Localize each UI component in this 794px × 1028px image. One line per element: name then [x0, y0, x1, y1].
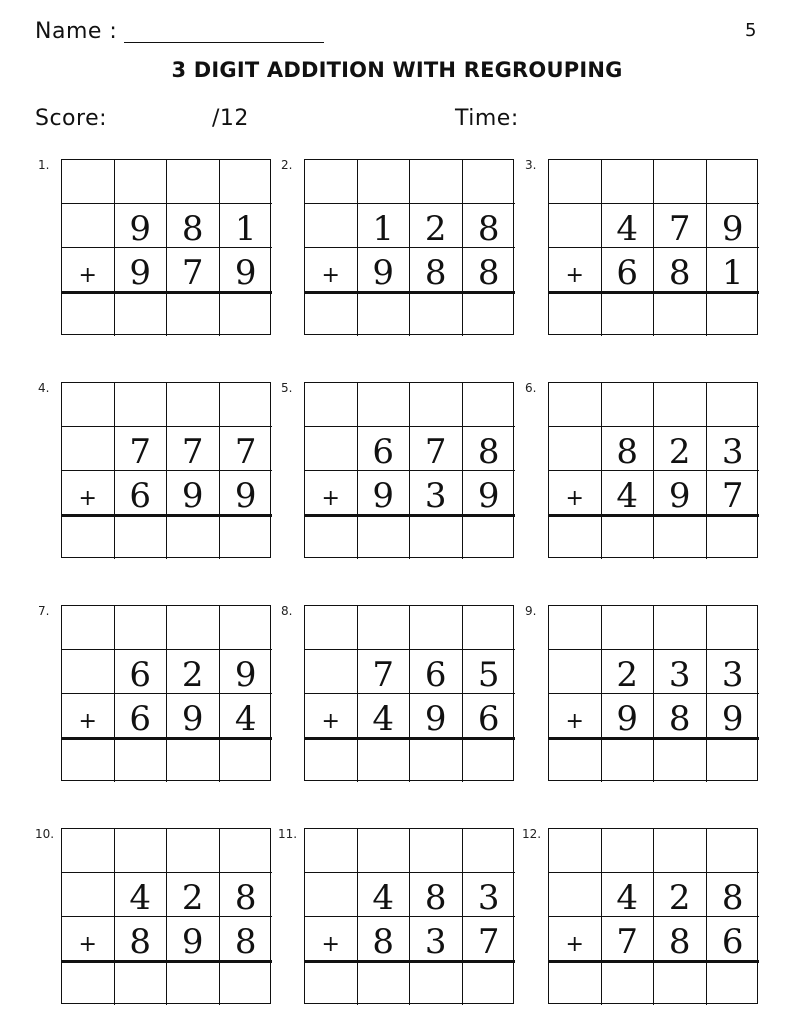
- bottom-digit: 9: [167, 694, 220, 738]
- bottom-digit: 8: [463, 248, 516, 292]
- carry-box[interactable]: [654, 160, 707, 204]
- answer-box[interactable]: [358, 738, 411, 782]
- plus-sign: +: [305, 248, 358, 292]
- carry-box[interactable]: [602, 829, 655, 873]
- addition-problem-grid: [548, 159, 758, 335]
- problem-number: 9.: [525, 604, 537, 618]
- problem-number: 3.: [525, 158, 537, 172]
- carry-box[interactable]: [358, 829, 411, 873]
- empty-cell: [549, 873, 602, 917]
- addition-problem-grid: [304, 828, 514, 1004]
- carry-box[interactable]: [654, 829, 707, 873]
- answer-box[interactable]: [707, 738, 760, 782]
- carry-box[interactable]: [410, 160, 463, 204]
- page-number: 5: [745, 20, 757, 41]
- bottom-digit: 8: [410, 248, 463, 292]
- answer-box[interactable]: [167, 515, 220, 559]
- problem-number: 10.: [35, 827, 55, 841]
- top-digit: 4: [602, 204, 655, 248]
- plus-sign: +: [305, 917, 358, 961]
- answer-box[interactable]: [549, 961, 602, 1005]
- bottom-digit: 8: [654, 248, 707, 292]
- bottom-digit: 6: [602, 248, 655, 292]
- carry-box[interactable]: [707, 829, 760, 873]
- top-digit: 8: [167, 204, 220, 248]
- top-digit: 2: [167, 873, 220, 917]
- bottom-digit: 6: [463, 694, 516, 738]
- bottom-digit: 1: [707, 248, 760, 292]
- top-digit: 8: [463, 427, 516, 471]
- answer-box[interactable]: [463, 961, 516, 1005]
- answer-box[interactable]: [410, 515, 463, 559]
- bottom-digit: 6: [115, 694, 168, 738]
- answer-box[interactable]: [602, 515, 655, 559]
- carry-box[interactable]: [62, 160, 115, 204]
- worksheet-title: 3 DIGIT ADDITION WITH REGROUPING: [171, 58, 623, 82]
- answer-box[interactable]: [602, 738, 655, 782]
- bottom-digit: 6: [115, 471, 168, 515]
- empty-cell: [62, 873, 115, 917]
- carry-box[interactable]: [654, 606, 707, 650]
- top-digit: 6: [358, 427, 411, 471]
- answer-box[interactable]: [115, 515, 168, 559]
- bottom-digit: 9: [707, 694, 760, 738]
- empty-cell: [549, 650, 602, 694]
- bottom-digit: 9: [410, 694, 463, 738]
- answer-box[interactable]: [167, 292, 220, 336]
- addition-problem-grid: [304, 605, 514, 781]
- answer-box[interactable]: [220, 961, 273, 1005]
- top-digit: 4: [115, 873, 168, 917]
- bottom-digit: 9: [220, 471, 273, 515]
- carry-box[interactable]: [463, 383, 516, 427]
- top-digit: 1: [220, 204, 273, 248]
- addition-problem-grid: [548, 605, 758, 781]
- bottom-digit: 7: [602, 917, 655, 961]
- answer-box[interactable]: [62, 961, 115, 1005]
- carry-box[interactable]: [707, 606, 760, 650]
- bottom-digit: 9: [220, 248, 273, 292]
- carry-box[interactable]: [62, 383, 115, 427]
- answer-box[interactable]: [463, 738, 516, 782]
- addition-problem-grid: [61, 382, 271, 558]
- bottom-digit: 7: [463, 917, 516, 961]
- answer-box[interactable]: [549, 515, 602, 559]
- bottom-digit: 8: [654, 694, 707, 738]
- plus-sign: +: [305, 694, 358, 738]
- bottom-digit: 4: [220, 694, 273, 738]
- top-digit: 7: [654, 204, 707, 248]
- carry-box[interactable]: [167, 383, 220, 427]
- answer-box[interactable]: [358, 292, 411, 336]
- answer-box[interactable]: [358, 961, 411, 1005]
- bottom-digit: 4: [358, 694, 411, 738]
- plus-sign: +: [549, 471, 602, 515]
- answer-box[interactable]: [707, 961, 760, 1005]
- problem-number: 2.: [281, 158, 293, 172]
- top-digit: 9: [220, 650, 273, 694]
- plus-sign: +: [62, 917, 115, 961]
- answer-box[interactable]: [707, 292, 760, 336]
- carry-box[interactable]: [549, 606, 602, 650]
- carry-box[interactable]: [305, 383, 358, 427]
- top-digit: 7: [410, 427, 463, 471]
- answer-box[interactable]: [62, 515, 115, 559]
- empty-cell: [549, 427, 602, 471]
- carry-box[interactable]: [358, 383, 411, 427]
- carry-box[interactable]: [549, 383, 602, 427]
- empty-cell: [305, 427, 358, 471]
- empty-cell: [549, 204, 602, 248]
- bottom-digit: 9: [358, 248, 411, 292]
- bottom-digit: 8: [358, 917, 411, 961]
- addition-problem-grid: [548, 828, 758, 1004]
- top-digit: 6: [410, 650, 463, 694]
- score-label: Score:: [35, 106, 108, 131]
- carry-box[interactable]: [463, 606, 516, 650]
- carry-box[interactable]: [410, 383, 463, 427]
- carry-box[interactable]: [115, 383, 168, 427]
- carry-box[interactable]: [115, 829, 168, 873]
- addition-problem-grid: [304, 159, 514, 335]
- answer-box[interactable]: [305, 961, 358, 1005]
- problem-number: 8.: [281, 604, 293, 618]
- top-digit: 8: [602, 427, 655, 471]
- bottom-digit: 8: [654, 917, 707, 961]
- carry-box[interactable]: [62, 829, 115, 873]
- empty-cell: [305, 204, 358, 248]
- top-digit: 7: [220, 427, 273, 471]
- carry-box[interactable]: [707, 383, 760, 427]
- bottom-digit: 3: [410, 471, 463, 515]
- top-digit: 9: [707, 204, 760, 248]
- answer-box[interactable]: [602, 961, 655, 1005]
- plus-sign: +: [62, 248, 115, 292]
- top-digit: 2: [602, 650, 655, 694]
- answer-box[interactable]: [654, 515, 707, 559]
- answer-box[interactable]: [220, 515, 273, 559]
- problem-number: 5.: [281, 381, 293, 395]
- carry-box[interactable]: [305, 829, 358, 873]
- answer-box[interactable]: [220, 738, 273, 782]
- carry-box[interactable]: [602, 383, 655, 427]
- bottom-digit: 9: [115, 248, 168, 292]
- carry-box[interactable]: [549, 160, 602, 204]
- addition-problem-grid: [61, 159, 271, 335]
- carry-box[interactable]: [358, 606, 411, 650]
- top-digit: 4: [602, 873, 655, 917]
- answer-box[interactable]: [62, 738, 115, 782]
- carry-box[interactable]: [463, 829, 516, 873]
- carry-box[interactable]: [167, 606, 220, 650]
- answer-box[interactable]: [654, 961, 707, 1005]
- carry-box[interactable]: [707, 160, 760, 204]
- top-digit: 2: [167, 650, 220, 694]
- plus-sign: +: [549, 694, 602, 738]
- bottom-digit: 9: [167, 471, 220, 515]
- empty-cell: [62, 427, 115, 471]
- name-label: Name :: [35, 19, 118, 44]
- answer-box[interactable]: [549, 738, 602, 782]
- carry-box[interactable]: [358, 160, 411, 204]
- bottom-digit: 9: [654, 471, 707, 515]
- score-total: /12: [212, 106, 249, 131]
- problem-number: 6.: [525, 381, 537, 395]
- answer-box[interactable]: [62, 292, 115, 336]
- empty-cell: [62, 204, 115, 248]
- top-digit: 6: [115, 650, 168, 694]
- answer-box[interactable]: [707, 515, 760, 559]
- top-digit: 8: [220, 873, 273, 917]
- plus-sign: +: [549, 917, 602, 961]
- answer-box[interactable]: [167, 961, 220, 1005]
- addition-problem-grid: [304, 382, 514, 558]
- answer-box[interactable]: [305, 738, 358, 782]
- bottom-digit: 4: [602, 471, 655, 515]
- carry-box[interactable]: [305, 160, 358, 204]
- answer-box[interactable]: [602, 292, 655, 336]
- problem-number: 1.: [38, 158, 50, 172]
- plus-sign: +: [62, 471, 115, 515]
- carry-box[interactable]: [654, 383, 707, 427]
- plus-sign: +: [62, 694, 115, 738]
- top-digit: 5: [463, 650, 516, 694]
- carry-box[interactable]: [167, 160, 220, 204]
- answer-box[interactable]: [305, 292, 358, 336]
- answer-box[interactable]: [654, 292, 707, 336]
- carry-box[interactable]: [602, 606, 655, 650]
- carry-box[interactable]: [220, 383, 273, 427]
- answer-box[interactable]: [463, 292, 516, 336]
- carry-box[interactable]: [115, 606, 168, 650]
- answer-box[interactable]: [549, 292, 602, 336]
- top-digit: 8: [410, 873, 463, 917]
- empty-cell: [305, 873, 358, 917]
- bottom-digit: 9: [463, 471, 516, 515]
- bottom-digit: 7: [707, 471, 760, 515]
- carry-box[interactable]: [62, 606, 115, 650]
- carry-box[interactable]: [220, 160, 273, 204]
- bottom-digit: 8: [220, 917, 273, 961]
- plus-sign: +: [549, 248, 602, 292]
- answer-box[interactable]: [305, 515, 358, 559]
- name-answer-line[interactable]: [124, 42, 324, 43]
- carry-box[interactable]: [549, 829, 602, 873]
- top-digit: 7: [115, 427, 168, 471]
- top-digit: 9: [115, 204, 168, 248]
- top-digit: 2: [654, 873, 707, 917]
- empty-cell: [62, 650, 115, 694]
- top-digit: 2: [410, 204, 463, 248]
- answer-box[interactable]: [410, 292, 463, 336]
- problem-number: 11.: [278, 827, 298, 841]
- answer-box[interactable]: [463, 515, 516, 559]
- top-digit: 3: [654, 650, 707, 694]
- carry-box[interactable]: [305, 606, 358, 650]
- bottom-digit: 9: [602, 694, 655, 738]
- top-digit: 7: [167, 427, 220, 471]
- problem-number: 4.: [38, 381, 50, 395]
- bottom-digit: 9: [358, 471, 411, 515]
- answer-box[interactable]: [220, 292, 273, 336]
- top-digit: 1: [358, 204, 411, 248]
- carry-box[interactable]: [410, 829, 463, 873]
- answer-box[interactable]: [654, 738, 707, 782]
- addition-problem-grid: [548, 382, 758, 558]
- bottom-digit: 3: [410, 917, 463, 961]
- time-label: Time:: [455, 106, 519, 131]
- top-digit: 3: [707, 650, 760, 694]
- problem-number: 12.: [522, 827, 542, 841]
- answer-box[interactable]: [115, 738, 168, 782]
- addition-problem-grid: [61, 605, 271, 781]
- bottom-digit: 6: [707, 917, 760, 961]
- bottom-digit: 7: [167, 248, 220, 292]
- answer-box[interactable]: [167, 738, 220, 782]
- empty-cell: [305, 650, 358, 694]
- top-digit: 8: [463, 204, 516, 248]
- carry-box[interactable]: [463, 160, 516, 204]
- bottom-digit: 9: [167, 917, 220, 961]
- top-digit: 4: [358, 873, 411, 917]
- answer-box[interactable]: [115, 292, 168, 336]
- answer-box[interactable]: [410, 961, 463, 1005]
- top-digit: 7: [358, 650, 411, 694]
- top-digit: 3: [463, 873, 516, 917]
- carry-box[interactable]: [220, 606, 273, 650]
- answer-box[interactable]: [115, 961, 168, 1005]
- carry-box[interactable]: [410, 606, 463, 650]
- plus-sign: +: [305, 471, 358, 515]
- carry-box[interactable]: [220, 829, 273, 873]
- carry-box[interactable]: [167, 829, 220, 873]
- carry-box[interactable]: [602, 160, 655, 204]
- carry-box[interactable]: [115, 160, 168, 204]
- addition-problem-grid: [61, 828, 271, 1004]
- problem-number: 7.: [38, 604, 50, 618]
- top-digit: 3: [707, 427, 760, 471]
- bottom-digit: 8: [115, 917, 168, 961]
- top-digit: 8: [707, 873, 760, 917]
- top-digit: 2: [654, 427, 707, 471]
- answer-box[interactable]: [410, 738, 463, 782]
- answer-box[interactable]: [358, 515, 411, 559]
